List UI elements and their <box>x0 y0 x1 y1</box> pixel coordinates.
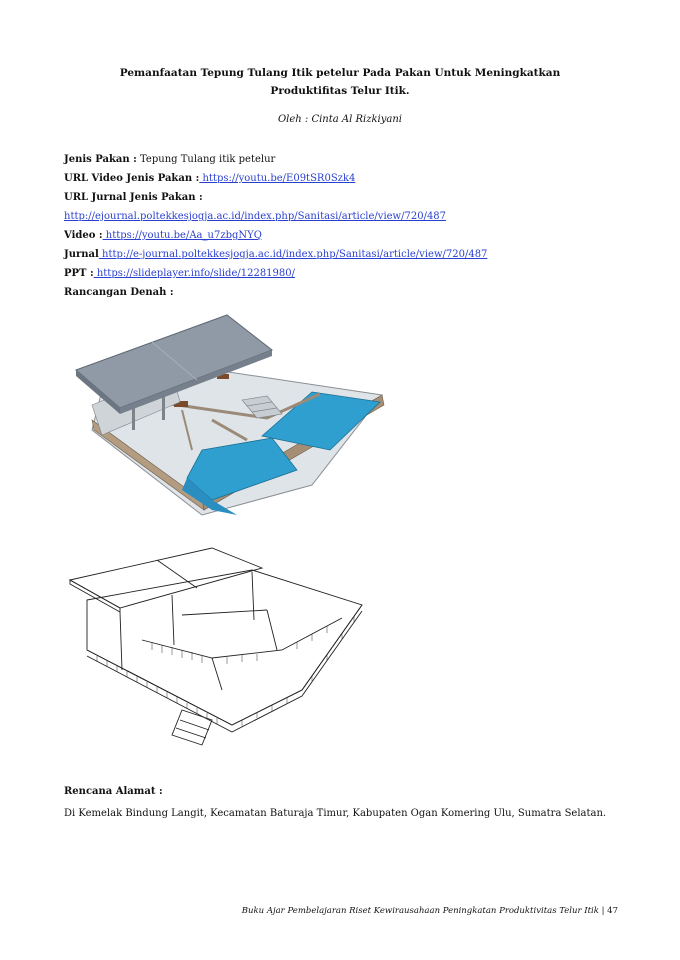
info-label: Rancangan Denah : <box>64 287 174 298</box>
info-label: URL Video Jenis Pakan : <box>64 173 200 184</box>
info-row-jenis-pakan <box>64 150 624 169</box>
info-label: URL Jurnal Jenis Pakan : <box>64 192 203 203</box>
info-row-rancangan <box>64 283 624 302</box>
info-row-ppt <box>64 264 624 283</box>
jurnal-link[interactable]: http://e-journal.poltekkesjogja.ac.id/index.php/Sanitasi/article/view/720/487 <box>98 249 488 260</box>
url-jurnal-link[interactable]: http://ejournal.poltekkesjogja.ac.id/index.php/Sanitasi/article/view/720/487 <box>64 211 447 222</box>
pen-line-drawing-image <box>62 540 372 750</box>
address-text: Di Kemelak Bindung Langit, Kecamatan Baturaja Timur, Kabupaten Ogan Komering Ulu, Sumatra Selatan. <box>64 808 607 819</box>
info-label: Jurnal <box>64 249 99 260</box>
info-label: Jenis Pakan : <box>64 154 137 165</box>
info-row-video <box>64 226 624 245</box>
ppt-link[interactable]: https://slideplayer.info/slide/12281980/ <box>93 268 296 279</box>
info-row-url-jurnal-link <box>64 207 624 226</box>
footer-text: Buku Ajar Pembelajaran Riset Kewirausahaan Peningkatan Produktivitas Telur Itik <box>241 906 599 916</box>
info-label: PPT : <box>64 268 94 279</box>
video-link[interactable]: https://youtu.be/Aa_u7zbgNYQ <box>102 230 262 241</box>
pen-render-image <box>62 310 392 520</box>
title-line-2: Produktifitas Telur Itik. <box>270 85 410 97</box>
author-line: Oleh : Cinta Al Rizkiyani <box>277 114 403 125</box>
address-heading: Rencana Alamat : <box>64 786 163 797</box>
info-list <box>64 150 624 302</box>
page-number: | 47 <box>598 906 618 916</box>
title-line-1: Pemanfaatan Tepung Tulang Itik petelur Pada Pakan Untuk Meningkatkan <box>119 67 561 79</box>
info-label: Video : <box>64 230 103 241</box>
page-footer <box>242 906 618 916</box>
info-row-url-video <box>64 169 624 188</box>
info-row-url-jurnal <box>64 188 624 207</box>
url-video-link[interactable]: https://youtu.be/E09tSR0Szk4 <box>199 173 356 184</box>
info-row-jurnal <box>64 245 624 264</box>
info-value: Tepung Tulang itik petelur <box>136 154 276 165</box>
document-title <box>60 64 620 100</box>
